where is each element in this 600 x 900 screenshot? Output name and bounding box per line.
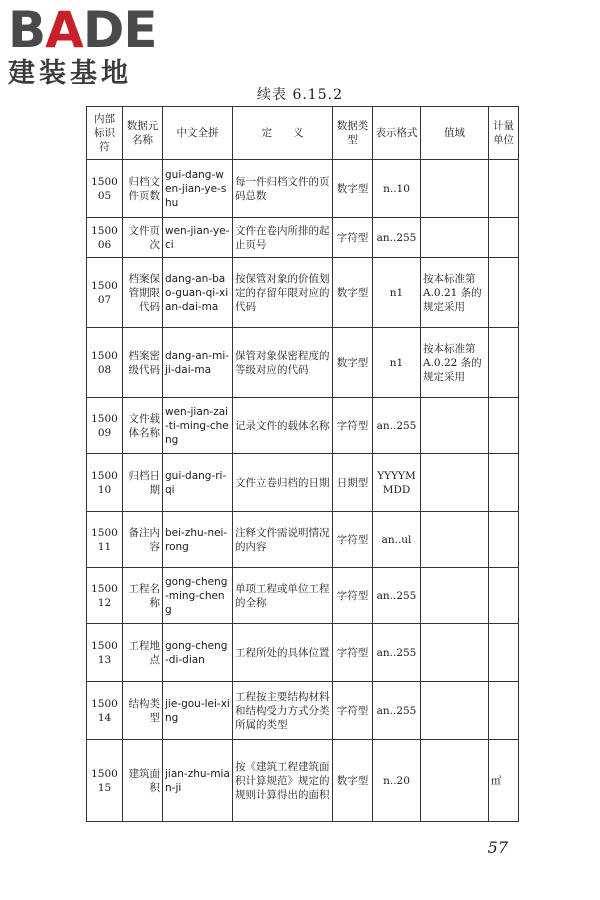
- table-row: [87, 624, 519, 682]
- table-row: [87, 682, 519, 740]
- cell-definition: 按保管对象的价值划定的存留年限对应的代码: [233, 258, 333, 328]
- cell-definition: 工程按主要结构材料和结构受力方式分类所属的类型: [233, 682, 333, 740]
- cell-type: 日期型: [333, 454, 373, 512]
- header-pinyin: 中文全拼: [163, 107, 233, 160]
- cell-pinyin: wen-jian-ye-ci: [163, 218, 233, 258]
- table-row: [87, 218, 519, 258]
- cell-range: 按本标准第 A.0.22 条的规定采用: [421, 328, 489, 398]
- logo-subtitle: 建装基地: [8, 58, 132, 89]
- table-row: [87, 258, 519, 328]
- logo-wordmark: BADE: [8, 1, 157, 59]
- cell-unit: [489, 258, 519, 328]
- cell-definition: 保管对象保密程度的等级对应的代码: [233, 328, 333, 398]
- cell-format: an..255: [373, 398, 421, 454]
- cell-pinyin: gong-cheng-ming-cheng: [163, 568, 233, 624]
- cell-pinyin: dang-an-mi-ji-dai-ma: [163, 328, 233, 398]
- cell-definition: 按《建筑工程建筑面积计算规范》规定的规则计算得出的面积: [233, 740, 333, 822]
- cell-range: [421, 740, 489, 822]
- cell-id: 150013: [87, 624, 123, 682]
- page-number: 57: [487, 838, 508, 857]
- header-range: 值域: [421, 107, 489, 160]
- cell-name: 工程名称: [123, 568, 163, 624]
- cell-range: 按本标准第 A.0.21 条的规定采用: [421, 258, 489, 328]
- cell-unit: [489, 398, 519, 454]
- cell-name: 档案密级代码: [123, 328, 163, 398]
- cell-range: [421, 568, 489, 624]
- cell-id: 150011: [87, 512, 123, 568]
- cell-format: n..20: [373, 740, 421, 822]
- cell-range: [421, 512, 489, 568]
- table-caption: 续表 6.15.2: [257, 87, 343, 103]
- cell-format: n1: [373, 328, 421, 398]
- cell-definition: 文件立卷归档的日期: [233, 454, 333, 512]
- cell-range: [421, 398, 489, 454]
- cell-name: 档案保管期限代码: [123, 258, 163, 328]
- cell-type: 字符型: [333, 682, 373, 740]
- cell-range: [421, 682, 489, 740]
- cell-format: an..255: [373, 682, 421, 740]
- table-header-row: [87, 107, 519, 160]
- cell-pinyin: gui-dang-wen-jian-ye-shu: [163, 160, 233, 218]
- cell-unit: [489, 160, 519, 218]
- table-row: [87, 160, 519, 218]
- cell-unit: ㎡: [489, 740, 519, 822]
- cell-type: 字符型: [333, 568, 373, 624]
- cell-definition: 工程所处的具体位置: [233, 624, 333, 682]
- cell-type: 数字型: [333, 740, 373, 822]
- cell-id: 150009: [87, 398, 123, 454]
- cell-format: an..255: [373, 624, 421, 682]
- cell-name: 建筑面积: [123, 740, 163, 822]
- header-id: 内部标识符: [87, 107, 123, 160]
- cell-format: an..255: [373, 218, 421, 258]
- cell-unit: [489, 624, 519, 682]
- cell-pinyin: wen-jian-zai-ti-ming-cheng: [163, 398, 233, 454]
- cell-type: 字符型: [333, 512, 373, 568]
- cell-unit: [489, 568, 519, 624]
- brand-logo: [8, 1, 183, 90]
- cell-unit: [489, 454, 519, 512]
- cell-pinyin: gui-dang-ri-qi: [163, 454, 233, 512]
- table-row: [87, 454, 519, 512]
- cell-id: 150012: [87, 568, 123, 624]
- cell-format: YYYYMMDD: [373, 454, 421, 512]
- cell-format: n..10: [373, 160, 421, 218]
- cell-type: 数字型: [333, 328, 373, 398]
- cell-pinyin: bei-zhu-nei-rong: [163, 512, 233, 568]
- cell-unit: [489, 682, 519, 740]
- cell-type: 字符型: [333, 624, 373, 682]
- cell-definition: 记录文件的载体名称: [233, 398, 333, 454]
- cell-type: 数字型: [333, 258, 373, 328]
- cell-unit: [489, 512, 519, 568]
- table-row: [87, 740, 519, 822]
- header-format: 表示格式: [373, 107, 421, 160]
- cell-name: 备注内容: [123, 512, 163, 568]
- cell-name: 结构类型: [123, 682, 163, 740]
- cell-type: 数字型: [333, 160, 373, 218]
- cell-type: 字符型: [333, 398, 373, 454]
- cell-definition: 单项工程或单位工程的全称: [233, 568, 333, 624]
- header-definition: 定 义: [233, 107, 333, 160]
- cell-pinyin: dang-an-bao-guan-qi-xian-dai-ma: [163, 258, 233, 328]
- cell-format: n1: [373, 258, 421, 328]
- cell-pinyin: jie-gou-lei-xing: [163, 682, 233, 740]
- cell-id: 150014: [87, 682, 123, 740]
- cell-id: 150005: [87, 160, 123, 218]
- cell-definition: 每一件归档文件的页码总数: [233, 160, 333, 218]
- cell-pinyin: gong-cheng-di-dian: [163, 624, 233, 682]
- cell-pinyin: jian-zhu-mian-ji: [163, 740, 233, 822]
- table-row: [87, 328, 519, 398]
- cell-range: [421, 454, 489, 512]
- cell-format: an..ul: [373, 512, 421, 568]
- table-row: [87, 512, 519, 568]
- header-unit: 计量单位: [489, 107, 519, 160]
- cell-id: 150015: [87, 740, 123, 822]
- table-row: [87, 568, 519, 624]
- cell-range: [421, 218, 489, 258]
- cell-range: [421, 160, 489, 218]
- cell-id: 150006: [87, 218, 123, 258]
- cell-unit: [489, 328, 519, 398]
- cell-format: an..255: [373, 568, 421, 624]
- table-row: [87, 398, 519, 454]
- cell-name: 归档文件页数: [123, 160, 163, 218]
- cell-unit: [489, 218, 519, 258]
- cell-name: 文件载体名称: [123, 398, 163, 454]
- cell-name: 文件页次: [123, 218, 163, 258]
- header-type: 数据类型: [333, 107, 373, 160]
- cell-id: 150007: [87, 258, 123, 328]
- header-name: 数据元名称: [123, 107, 163, 160]
- cell-type: 字符型: [333, 218, 373, 258]
- cell-name: 归档日期: [123, 454, 163, 512]
- cell-definition: 文件在卷内所排的起止页号: [233, 218, 333, 258]
- data-element-table: [86, 106, 519, 822]
- cell-definition: 注释文件需说明情况的内容: [233, 512, 333, 568]
- cell-name: 工程地点: [123, 624, 163, 682]
- cell-id: 150008: [87, 328, 123, 398]
- cell-id: 150010: [87, 454, 123, 512]
- cell-range: [421, 624, 489, 682]
